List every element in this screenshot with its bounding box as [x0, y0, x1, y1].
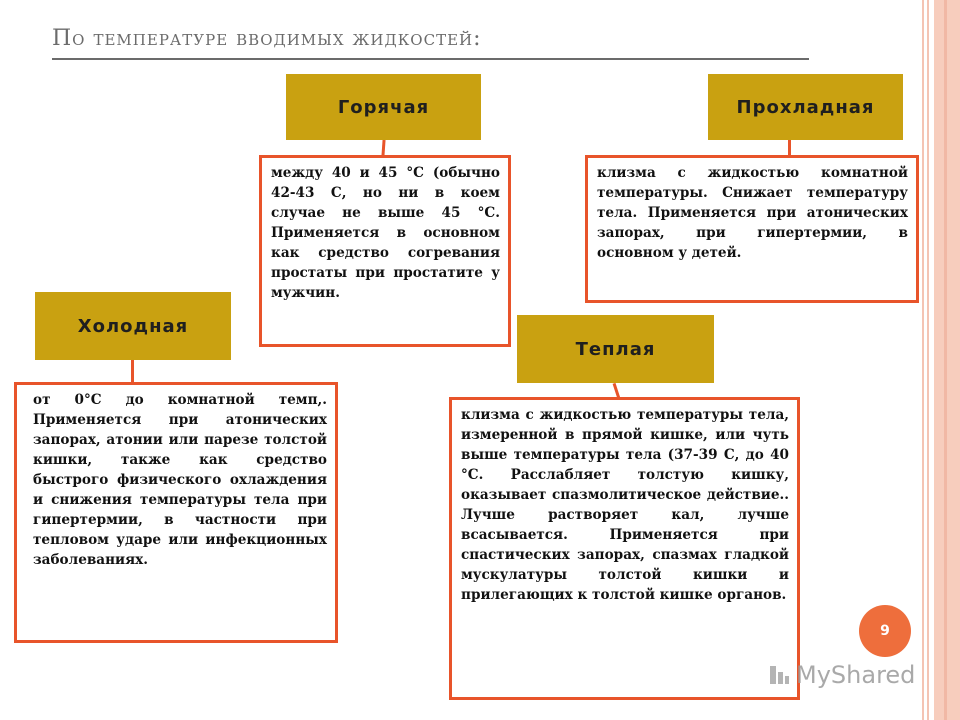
decor-stripe: [944, 0, 947, 720]
connector-hot: [381, 140, 385, 156]
slide-title: По температуре вводимых жидкостей:: [52, 26, 482, 51]
box-cool: клизма с жидкостью комнатной температуры. Снижает температуру тела. Применяется при атонических запорах, при гипертермии, в основном у детей.: [585, 155, 919, 303]
label-cold: Холодная: [35, 292, 231, 360]
box-cold: от 0°С до комнатной темп,. Применяется при атонических запорах, атонии или парезе толстой кишки, также как средство быстрого физического охлаждения и снижения температуры тела при гипертермии, в частности при тепловом ударе или инфекционных заболеваниях.: [14, 382, 338, 643]
connector-cold: [131, 360, 134, 384]
decor-stripe: [927, 0, 929, 720]
label-cool: Прохладная: [708, 74, 903, 140]
page-number-badge: 9: [859, 605, 911, 657]
box-hot: между 40 и 45 °С (обычно 42-43 С, но ни в коем случае не выше 45 °С. Применяется в основном как средство согревания простаты при простатите у мужчин.: [259, 155, 511, 347]
label-hot: Горячая: [286, 74, 481, 140]
decor-stripe: [922, 0, 924, 720]
label-warm: Теплая: [517, 315, 714, 383]
title-underline: [52, 58, 809, 60]
decor-stripe: [934, 0, 960, 720]
box-warm: клизма с жидкостью температуры тела, измеренной в прямой кишке, или чуть выше температуры тела (37-39 С, до 40 °С. Расслабляет толстую кишку, оказывает спазмолитическое действие.. Лучше растворяет кал, лучше всасывается. Применяется при спастических запорах, спазмах гладкой мускулатуры толстой кишки и прилегающих к толстой кишке органов.: [449, 397, 800, 700]
watermark: [768, 658, 915, 692]
connector-cool: [788, 140, 791, 156]
watermark-logo-icon: [768, 664, 790, 686]
watermark-text: MyShared: [796, 661, 916, 689]
